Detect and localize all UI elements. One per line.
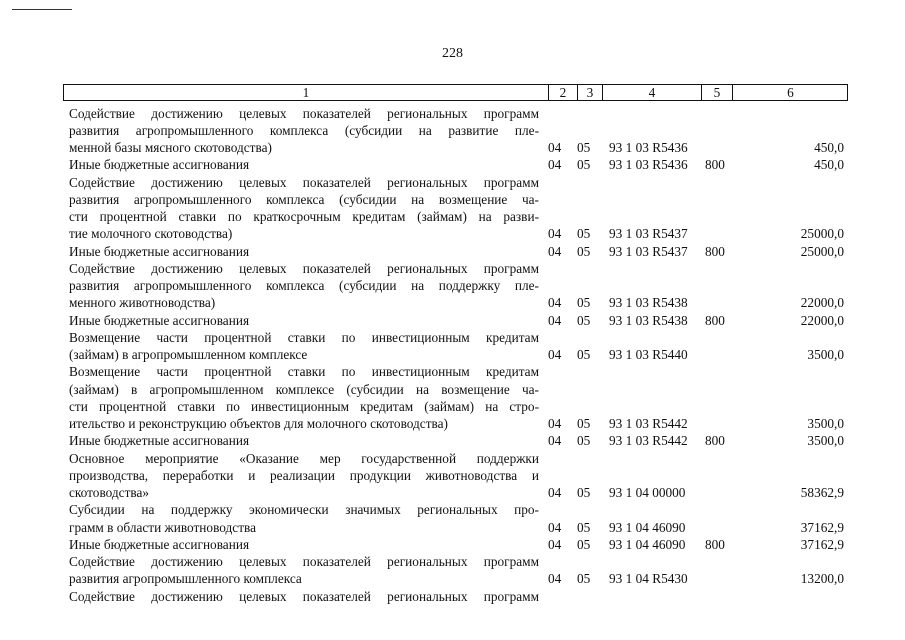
cell-subsection: 05 [577, 536, 591, 552]
table-row [0, 156, 905, 173]
cell-amount: 450,0 [814, 140, 844, 155]
cell-amount: 22000,0 [800, 295, 844, 311]
row-description: менного животноводства) [69, 295, 216, 311]
row-description: Субсидии на поддержку экономически значимых региональных про- [69, 502, 539, 518]
table-row [0, 277, 905, 294]
row-description: развития агропромышленного комплекса (субсидии на поддержку пле- [69, 278, 539, 293]
cell-target-article: 93 1 04 R5430 [609, 571, 688, 587]
cell-section: 04 [548, 571, 562, 587]
row-description: Содействие достижению целевых показателей региональных программ [69, 588, 539, 604]
row-description: Иные бюджетные ассигнования [69, 312, 250, 328]
table-row [0, 312, 905, 329]
table-row [0, 381, 905, 398]
table-row [0, 432, 905, 449]
row-description: Содействие достижению целевых показателей региональных программ [69, 174, 539, 190]
cell-amount: 37162,9 [800, 536, 844, 552]
row-description: Содействие достижению целевых показателей региональных программ [69, 554, 539, 569]
row-description: ительство и реконструкцию объектов для молочного скотоводства) [69, 416, 448, 431]
table-row [0, 588, 905, 605]
cell-section: 04 [548, 536, 562, 552]
row-description: Возмещение части процентной ставки по инвестиционным кредитам [69, 364, 539, 380]
cell-target-article: 93 1 03 R5440 [609, 347, 688, 362]
table-row [0, 536, 905, 553]
table-row [0, 139, 905, 156]
row-description: Иные бюджетные ассигнования [69, 536, 250, 552]
table-row [0, 191, 905, 208]
cell-subsection: 05 [577, 295, 591, 311]
row-description: сти процентной ставки по краткосрочным кредитам (займам) на разви- [69, 209, 539, 224]
cell-amount: 13200,0 [800, 571, 844, 587]
cell-target-article: 93 1 03 R5438 [609, 295, 688, 311]
table-row [0, 450, 905, 467]
row-description: производства, переработки и реализации продукции животноводства и [69, 467, 539, 483]
table-row [0, 122, 905, 139]
row-description: развития агропромышленного комплекса (субсидии на возмещение ча- [69, 191, 539, 207]
cell-target-article: 93 1 03 R5436 [609, 157, 688, 173]
table-row [0, 346, 905, 363]
table-row [0, 519, 905, 536]
cell-section: 04 [548, 312, 562, 328]
table-row [0, 105, 905, 122]
cell-amount: 22000,0 [800, 312, 844, 328]
cell-amount: 3500,0 [807, 347, 844, 362]
cell-amount: 37162,9 [800, 519, 844, 535]
cell-target-article: 93 1 04 00000 [609, 485, 686, 500]
cell-section: 04 [548, 347, 562, 362]
row-description: развития агропромышленного комплекса (субсидии на развитие пле- [69, 122, 539, 138]
cell-subsection: 05 [577, 157, 591, 173]
cell-subsection: 05 [577, 347, 591, 362]
cell-amount: 450,0 [814, 157, 844, 173]
cell-amount: 58362,9 [800, 485, 844, 500]
row-description: Иные бюджетные ассигнования [69, 243, 250, 259]
cell-subsection: 05 [577, 140, 591, 155]
cell-expense-type: 800 [705, 312, 725, 328]
row-description: грамм в области животноводства [69, 519, 257, 535]
cell-target-article: 93 1 03 R5442 [609, 416, 688, 431]
cell-target-article: 93 1 03 R5442 [609, 433, 688, 449]
cell-expense-type: 800 [705, 433, 725, 449]
cell-section: 04 [548, 226, 562, 242]
cell-section: 04 [548, 433, 562, 449]
cell-section: 04 [548, 485, 562, 500]
header-col-4: 4 [602, 85, 701, 100]
cell-subsection: 05 [577, 226, 591, 242]
cell-subsection: 05 [577, 416, 591, 431]
table-row [0, 208, 905, 225]
header-col-5: 5 [701, 85, 732, 100]
cell-subsection: 05 [577, 485, 591, 500]
row-description: Основное мероприятие «Оказание мер государственной поддержки [69, 450, 539, 466]
table-header [63, 84, 848, 101]
table-row [0, 294, 905, 311]
row-description: менной базы мясного скотоводства) [69, 140, 272, 155]
table-row [0, 243, 905, 260]
row-description: Содействие достижению целевых показателей региональных программ [69, 260, 539, 276]
cell-section: 04 [548, 519, 562, 535]
row-description: Иные бюджетные ассигнования [69, 433, 250, 449]
table-row [0, 553, 905, 570]
table-row [0, 329, 905, 346]
row-description: Содействие достижению целевых показателей региональных программ [69, 105, 539, 121]
table-row [0, 467, 905, 484]
row-description: Возмещение части процентной ставки по инвестиционным кредитам [69, 329, 539, 345]
header-col-2: 2 [548, 85, 577, 100]
row-description: скотоводства» [69, 485, 150, 500]
table-row [0, 398, 905, 415]
table-row [0, 484, 905, 501]
table-row [0, 174, 905, 191]
table-row [0, 415, 905, 432]
cell-subsection: 05 [577, 519, 591, 535]
cell-target-article: 93 1 03 R5436 [609, 140, 688, 155]
row-description: Иные бюджетные ассигнования [69, 157, 250, 173]
cell-amount: 25000,0 [800, 243, 844, 259]
table-row [0, 570, 905, 587]
cell-expense-type: 800 [705, 536, 725, 552]
header-col-6: 6 [732, 85, 848, 100]
cell-target-article: 93 1 04 46090 [609, 519, 686, 535]
cell-subsection: 05 [577, 243, 591, 259]
cell-subsection: 05 [577, 571, 591, 587]
cell-target-article: 93 1 04 46090 [609, 536, 686, 552]
row-description: тие молочного скотоводства) [69, 226, 233, 242]
row-description: развития агропромышленного комплекса [69, 571, 302, 587]
cell-expense-type: 800 [705, 243, 725, 259]
cell-expense-type: 800 [705, 157, 725, 173]
header-col-3: 3 [577, 85, 602, 100]
cell-amount: 3500,0 [807, 416, 844, 431]
cell-section: 04 [548, 416, 562, 431]
table-row [0, 225, 905, 242]
row-description: (займам) в агропромышленном комплексе (субсидии на возмещение ча- [69, 381, 539, 397]
header-col-1: 1 [302, 85, 310, 100]
top-rule [12, 9, 72, 10]
table-row [0, 501, 905, 518]
row-description: (займам) в агропромышленном комплексе [69, 347, 308, 362]
cell-section: 04 [548, 295, 562, 311]
cell-target-article: 93 1 03 R5437 [609, 243, 688, 259]
table-row [0, 363, 905, 380]
page-number: 228 [442, 46, 463, 61]
table-row [0, 260, 905, 277]
row-description: сти процентной ставки по инвестиционным кредитам (займам) на стро- [69, 398, 539, 414]
cell-amount: 25000,0 [800, 226, 844, 242]
cell-section: 04 [548, 157, 562, 173]
cell-target-article: 93 1 03 R5437 [609, 226, 688, 242]
cell-section: 04 [548, 140, 562, 155]
cell-subsection: 05 [577, 312, 591, 328]
cell-target-article: 93 1 03 R5438 [609, 312, 688, 328]
cell-subsection: 05 [577, 433, 591, 449]
cell-section: 04 [548, 243, 562, 259]
cell-amount: 3500,0 [807, 433, 844, 449]
